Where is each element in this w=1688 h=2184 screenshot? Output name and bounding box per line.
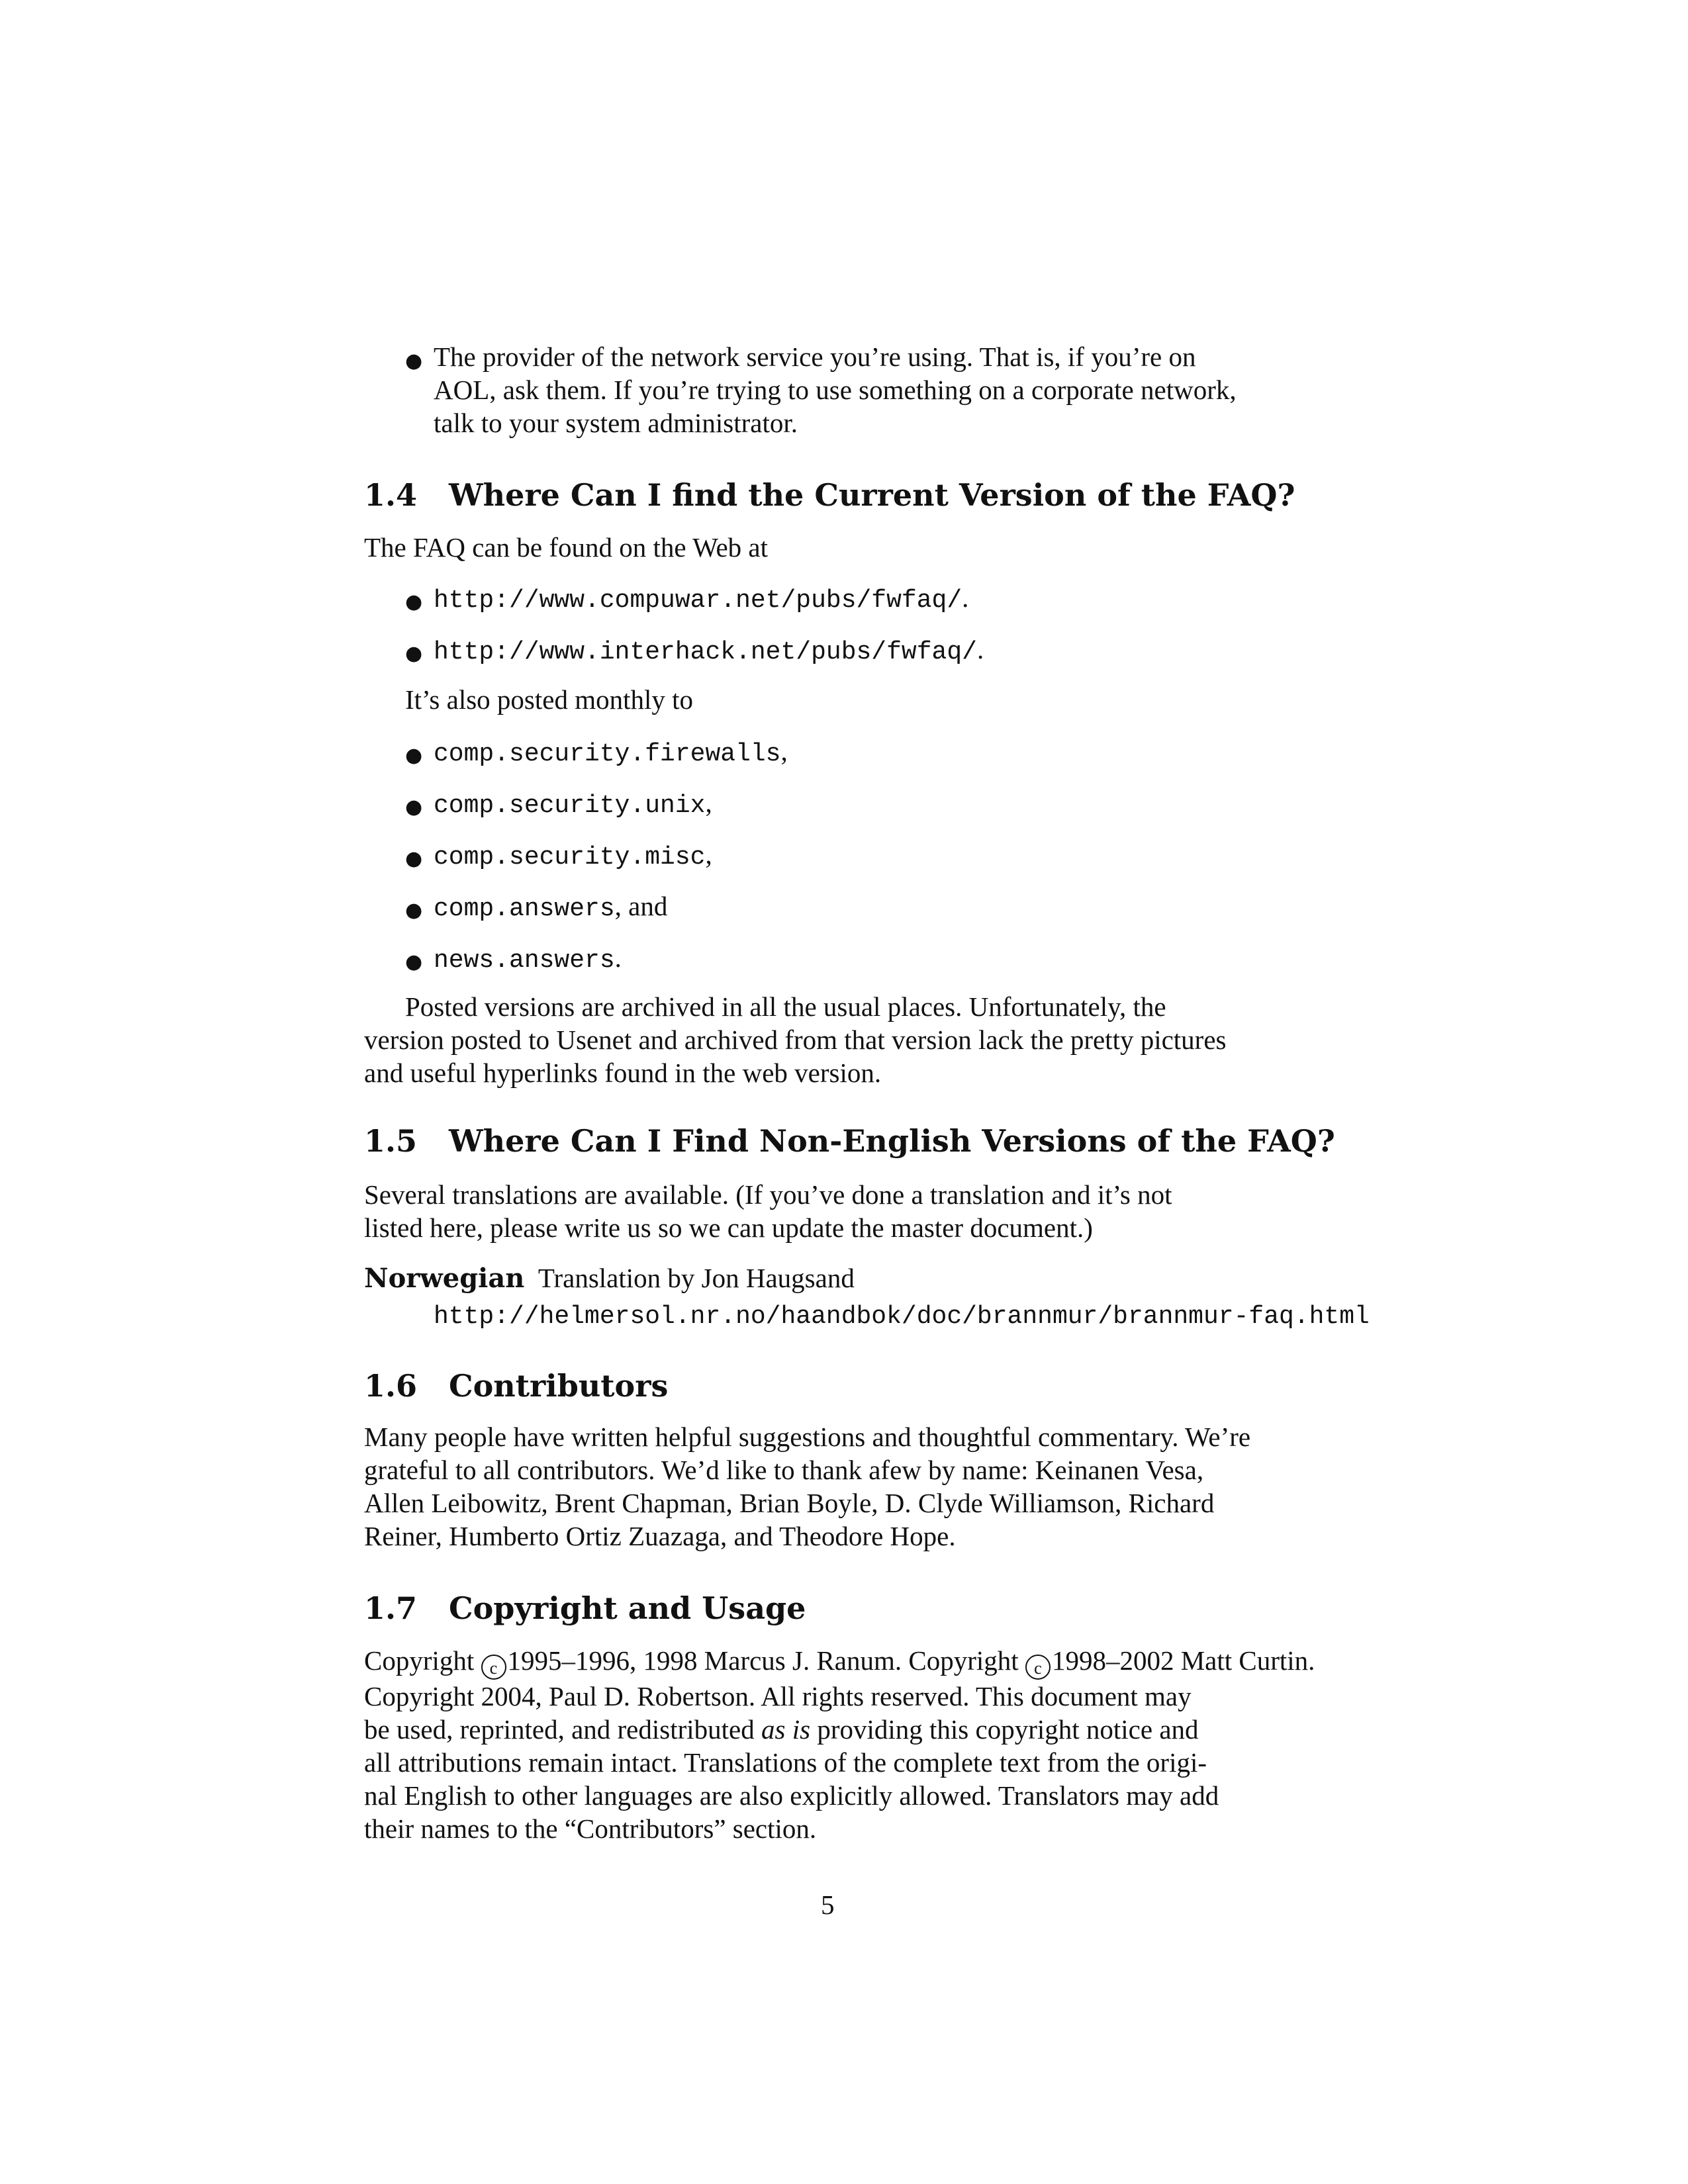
url-link[interactable]: http://www.compuwar.net/pubs/fwfaq/ xyxy=(434,586,962,615)
paragraph-line: Allen Leibowitz, Brent Chapman, Brian Boyle, D. Clyde Williamson, Richard xyxy=(364,1488,1215,1518)
newsgroup-item: comp.security.unix, xyxy=(434,788,712,820)
paragraph-line: their names to the “Contributors” section. xyxy=(364,1813,817,1844)
archive-paragraph xyxy=(364,990,1304,1089)
bullet-icon: ● xyxy=(405,642,423,665)
copyright-icon: c xyxy=(481,1655,506,1680)
newsgroup-item: comp.security.misc, xyxy=(434,839,712,872)
section-number: 1.4 xyxy=(364,477,418,513)
paragraph-line: Several translations are available. (If you’ve done a translation and it’s not xyxy=(364,1179,1172,1210)
newsgroup-name: comp.security.unix xyxy=(434,792,706,820)
paragraph-line: listed here, please write us so we can update the master document.) xyxy=(364,1212,1093,1243)
contributors-paragraph xyxy=(364,1420,1250,1553)
newsgroup-name: news.answers xyxy=(434,946,615,975)
section-title: Copyright and Usage xyxy=(449,1590,806,1626)
section-number: 1.5 xyxy=(364,1123,418,1159)
translations-intro xyxy=(364,1178,1172,1244)
paragraph-line: and useful hyperlinks found in the web version. xyxy=(364,1058,882,1088)
newsgroup-name: comp.security.firewalls xyxy=(434,740,781,768)
paragraph-line: Reiner, Humberto Ortiz Zuazaga, and Theodore Hope. xyxy=(364,1521,956,1551)
url-item: http://www.interhack.net/pubs/fwfaq/. xyxy=(434,634,984,666)
paragraph-line: grateful to all contributors. We’d like to thank afew by name: Keinanen Vesa, xyxy=(364,1455,1204,1485)
copyright-paragraph xyxy=(364,1644,1315,1845)
url-item: http://www.compuwar.net/pubs/fwfaq/. xyxy=(434,582,969,615)
newsgroup-name: comp.security.misc xyxy=(434,843,706,872)
translation-entry xyxy=(364,1261,855,1295)
section-1-4-intro: The FAQ can be found on the Web at xyxy=(364,532,769,563)
translation-url-line xyxy=(434,1297,1370,1334)
newsgroup-item: comp.answers, and xyxy=(434,891,668,923)
paragraph-line: be used, reprinted, and redistributed as is providing this copyright notice and xyxy=(364,1714,1199,1745)
newsgroup-item: comp.security.firewalls, xyxy=(434,736,788,768)
section-number: 1.7 xyxy=(364,1590,418,1626)
bullet-icon: ● xyxy=(405,847,423,870)
section-title: Contributors xyxy=(449,1368,669,1404)
bullet-icon: ● xyxy=(405,796,423,819)
newsgroup-item: news.answers. xyxy=(434,942,622,975)
section-heading-1-4 xyxy=(364,477,1295,514)
section-heading-1-7 xyxy=(364,1590,806,1627)
paragraph-line: all attributions remain intact. Translations of the complete text from the origi- xyxy=(364,1747,1207,1778)
copyright-icon: c xyxy=(1025,1655,1051,1680)
url-link[interactable]: http://www.interhack.net/pubs/fwfaq/ xyxy=(434,638,977,666)
section-heading-1-5 xyxy=(364,1122,1335,1160)
paragraph-line: nal English to other languages are also explicitly allowed. Translators may add xyxy=(364,1780,1219,1811)
posted-intro: It’s also posted monthly to xyxy=(405,684,694,715)
paragraph-line: version posted to Usenet and archived from that version lack the pretty pictures xyxy=(364,1024,1227,1055)
bullet-icon: ● xyxy=(405,899,423,922)
bullet-icon: ● xyxy=(405,950,423,974)
section-number: 1.6 xyxy=(364,1368,418,1404)
translation-url-link[interactable]: http://helmersol.nr.no/haandbok/doc/brannmur/brannmur-faq.html xyxy=(434,1302,1370,1331)
paragraph-line: Many people have written helpful suggestions and thoughtful commentary. We’re xyxy=(364,1422,1251,1452)
paragraph-line: Copyright 2004, Paul D. Robertson. All rights reserved. This document may xyxy=(364,1681,1192,1711)
bullet-icon: ● xyxy=(405,590,423,614)
paragraph-line: Posted versions are archived in all the usual places. Unfortunately, the xyxy=(405,991,1166,1022)
bullet-icon: ● xyxy=(405,349,423,373)
bullet-icon: ● xyxy=(405,744,423,767)
section-title: Where Can I find the Current Version of the FAQ? xyxy=(449,477,1295,513)
section-title: Where Can I Find Non-English Versions of the FAQ? xyxy=(449,1123,1335,1159)
newsgroup-name: comp.answers xyxy=(434,895,615,923)
section-heading-1-6 xyxy=(364,1367,668,1404)
intro-bullet-line: AOL, ask them. If you’re trying to use something on a corporate network, xyxy=(434,375,1237,405)
translation-description: Translation by Jon Haugsand xyxy=(538,1263,855,1293)
translation-language: Norwegian xyxy=(364,1263,525,1294)
emphasis-text: as is xyxy=(761,1714,811,1745)
page-number: 5 xyxy=(821,1889,835,1920)
intro-bullet-text xyxy=(434,340,1237,439)
paragraph-line: Copyright c 1995–1996, 1998 Marcus J. Ranum. Copyright c 1998–2002 Matt Curtin. xyxy=(364,1644,1315,1680)
intro-bullet-line: talk to your system administrator. xyxy=(434,408,798,438)
intro-bullet-line: The provider of the network service you’re using. That is, if you’re on xyxy=(434,341,1196,372)
